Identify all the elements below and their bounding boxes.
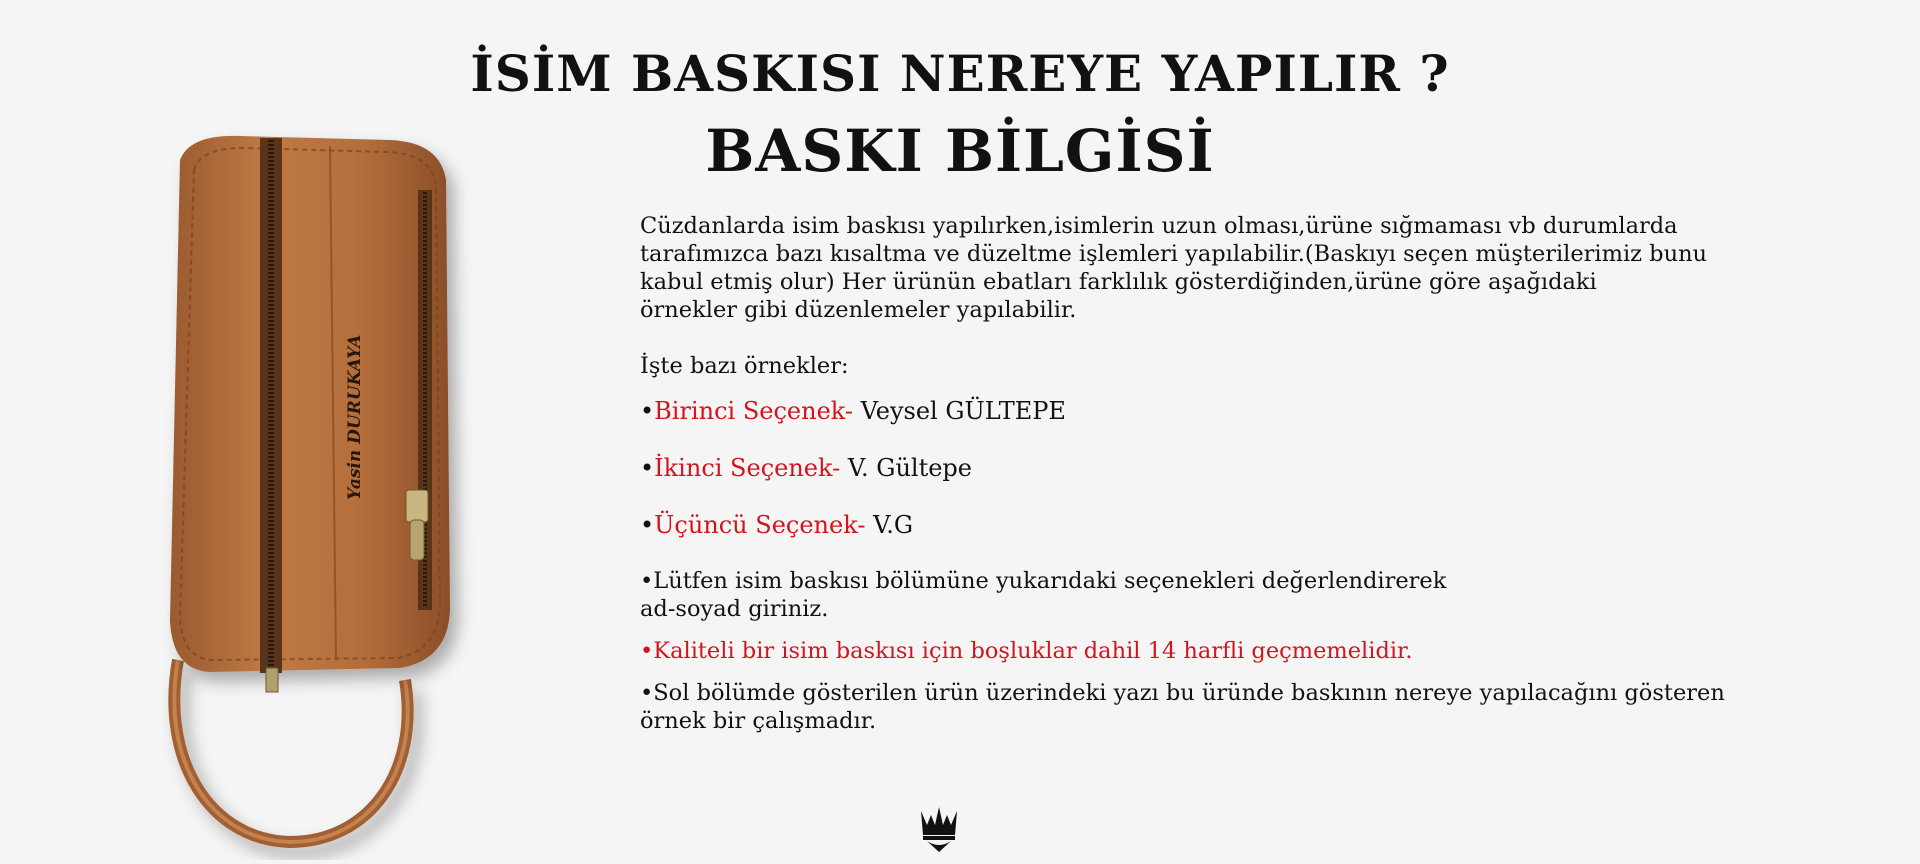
option-1-label: Birinci Seçenek- [654,397,853,425]
leather-toiletry-bag-icon [150,120,490,860]
option-3: •Üçüncü Seçenek- V.G [640,511,914,539]
option-1: •Birinci Seçenek- Veysel GÜLTEPE [640,397,1066,425]
option-2-label: İkinci Seçenek- [654,454,841,482]
option-3-value: V.G [865,511,914,539]
option-2-value: V. Gültepe [840,454,972,482]
trident-crown-icon [917,805,961,853]
option-3-label: Üçüncü Seçenek- [654,511,866,539]
note-char-limit: •Kaliteli bir isim baskısı için boşluklar dahil 14 harfli geçmemelidir. [640,638,1413,664]
engraved-name: Yasin DURUKAYA [345,334,365,500]
note-enter-name: •Lütfen isim baskısı bölümüne yukarıdaki seçenekleri değerlendirerek ad-soyad giriniz. [640,568,1447,622]
page-title: İSİM BASKISI NEREYE YAPILIR ? [470,44,1450,103]
print-info-content [640,212,1870,749]
option-1-value: Veysel GÜLTEPE [853,397,1066,425]
product-image [150,120,490,860]
intro-text: Cüzdanlarda isim baskısı yapılırken,isimlerin uzun olması,ürüne sığmaması vb durumlarda tarafımızca bazı kısaltma ve düzeltme işlemleri yapılabilir.(Baskıyı seçen müşterilerimiz bunu kabul etmiş olur) Her ürünün ebatları farklılık gösterdiğinden,ürüne göre aşağıdaki örnekler gibi düzenlemeler yapılabilir. [640,213,1708,323]
page-subtitle: BASKI BİLGİSİ [705,117,1215,185]
option-2: •İkinci Seçenek- V. Gültepe [640,454,972,482]
note-example-location: •Sol bölümde gösterilen ürün üzerindeki yazı bu üründe baskının nereye yapılacağını gösteren örnek bir çalışmadır. [640,680,1725,734]
examples-heading: İşte bazı örnekler: [640,353,849,379]
